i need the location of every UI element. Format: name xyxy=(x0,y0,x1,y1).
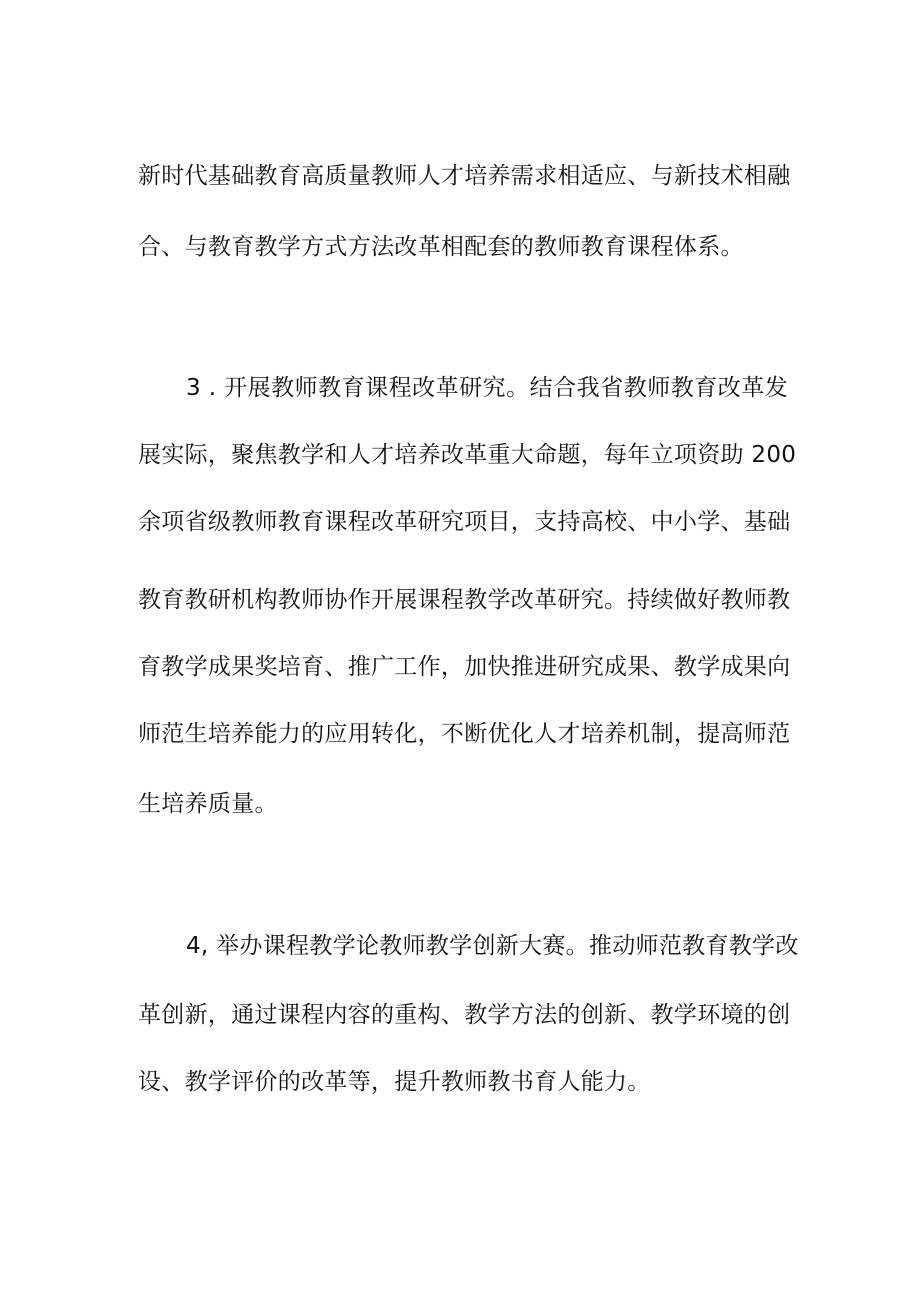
paragraph-2-line-6: 师范生培养能力的应用转化，不断优化人才培养机制，提高师范 xyxy=(138,721,791,747)
paragraph-3-line-1: 4, 举办课程教学论教师教学创新大赛。推动师范教育教学改 xyxy=(186,933,799,959)
paragraph-1-line-2: 合、与教育教学方式方法改革相配套的教师教育课程体系。 xyxy=(138,234,744,260)
paragraph-2-line-3: 余项省级教师教育课程改革研究项目，支持高校、中小学、基础 xyxy=(138,509,791,535)
paragraph-3-line-2: 革创新，通过课程内容的重构、教学方法的创新、教学环境的创 xyxy=(138,1002,791,1028)
paragraph-2-line-1: 3 . 开展教师教育课程改革研究。结合我省教师教育改革发 xyxy=(186,375,788,401)
paragraph-2-line-4: 教育教研机构教师协作开展课程教学改革研究。持续做好教师教 xyxy=(138,587,791,613)
paragraph-3-line-3: 设、教学评价的改革等，提升教师教书育人能力。 xyxy=(138,1069,651,1095)
paragraph-2-line-7: 生培养质量。 xyxy=(138,791,278,817)
paragraph-2-line-5: 育教学成果奖培育、推广工作，加快推进研究成果、教学成果向 xyxy=(138,654,791,680)
paragraph-1-line-1: 新时代基础教育高质量教师人才培养需求相适应、与新技术相融 xyxy=(138,163,791,189)
paragraph-2-line-2: 展实际，聚焦教学和人才培养改革重大命题，每年立项资助 200 xyxy=(138,442,797,468)
